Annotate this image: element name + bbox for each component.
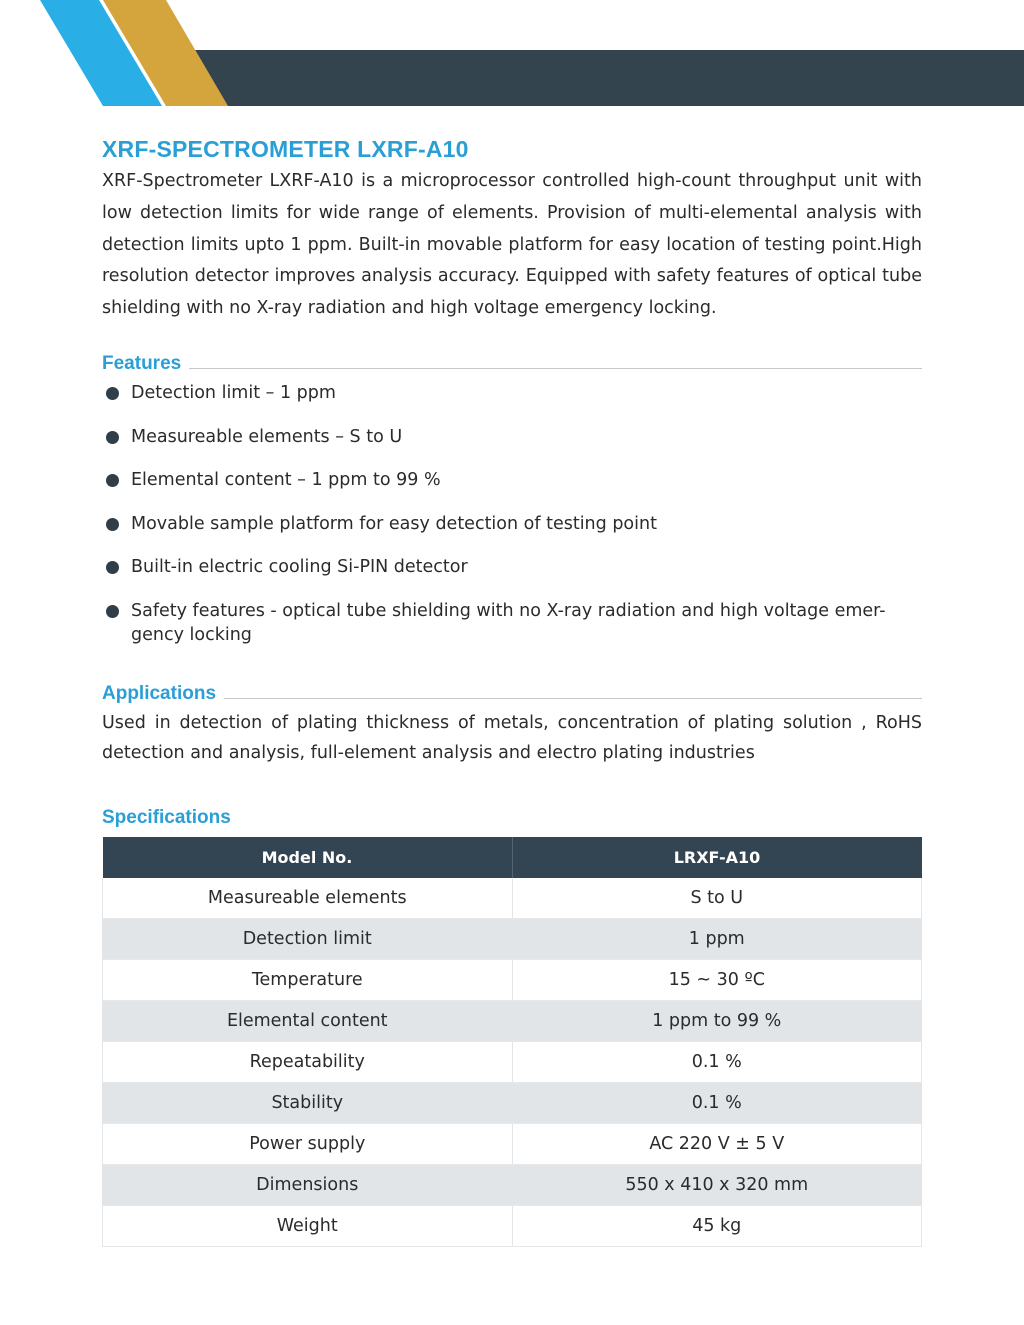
spec-value: S to U [512,878,922,919]
features-heading [102,353,922,375]
specifications-heading-label: Specifications [102,807,231,828]
feature-item [102,512,922,536]
page-title: XRF-SPECTROMETER LXRF-A10 [102,136,469,162]
table-row [103,919,922,960]
bullet-icon [106,561,119,574]
feature-text: Safety features - optical tube shielding with no X-ray radiation and high voltage emer- gency locking [131,600,886,645]
spec-name: Weight [103,1206,513,1247]
features-heading-label: Features [102,353,182,374]
feature-text: Built-in electric cooling Si-PIN detector [131,557,468,577]
table-row [103,1206,922,1247]
feature-text: Detection limit – 1 ppm [131,383,336,403]
table-header-row [103,837,922,878]
applications-heading-label: Applications [102,683,217,704]
spec-value: 0.1 % [512,1042,922,1083]
applications-heading [102,683,922,705]
feature-text: Measureable elements – S to U [131,426,403,447]
spec-name: Measureable elements [103,878,513,919]
applications-text: Used in detection of plating thickness of metals, concentration of plating solution , RoHS detection and analysis, full-element analysis and electro plating industries [102,713,922,763]
features-divider [189,368,922,369]
table-row [103,1083,922,1124]
column-header-model: Model No. [103,837,513,878]
table-row [103,878,922,919]
feature-text: Elemental content – 1 ppm to 99 % [131,470,441,490]
specifications-heading [102,807,922,829]
spec-value: 1 ppm [512,919,922,960]
feature-item [102,468,922,492]
spec-name: Detection limit [103,919,513,960]
bullet-icon [106,605,119,618]
spec-value: 15 ~ 30 ºC [512,960,922,1001]
table-row [103,1124,922,1165]
spec-value: 1 ppm to 99 % [512,1001,922,1042]
bullet-icon [106,518,119,531]
bullet-icon [106,474,119,487]
features-list [102,381,922,666]
spec-name: Power supply [103,1124,513,1165]
applications-divider [224,698,922,699]
feature-item [102,599,922,647]
spec-value: AC 220 V ± 5 V [512,1124,922,1165]
header-banner [0,0,1024,110]
feature-item [102,381,922,405]
table-row [103,1042,922,1083]
feature-text: Movable sample platform for easy detection of testing point [131,513,657,534]
table-row [103,1165,922,1206]
bullet-icon [106,431,119,444]
spec-value: 45 kg [512,1206,922,1247]
spec-name: Repeatability [103,1042,513,1083]
spec-name: Temperature [103,960,513,1001]
specifications-table [102,837,922,1247]
feature-item [102,555,922,579]
intro-paragraph: XRF-Spectrometer LXRF-A10 is a microprocessor controlled high-count throughput unit with low detection limits for wide range of elements. Provision of multi-elemental analysis with detection limits upto 1 ppm. Built-in movable platform for easy location of testing point.High resolution detector improves analysis accuracy. Equipped with safety features of optical tube shielding with no X-ray radiation and high voltage emergency locking. [102,171,922,319]
spec-name: Elemental content [103,1001,513,1042]
feature-item [102,425,922,449]
spec-value: 0.1 % [512,1083,922,1124]
header-dark-bar [190,50,1024,106]
spec-value: 550 x 410 x 320 mm [512,1165,922,1206]
spec-name: Stability [103,1083,513,1124]
table-row [103,1001,922,1042]
table-row [103,960,922,1001]
spec-name: Dimensions [103,1165,513,1206]
column-header-value: LRXF-A10 [512,837,922,878]
bullet-icon [106,387,119,400]
